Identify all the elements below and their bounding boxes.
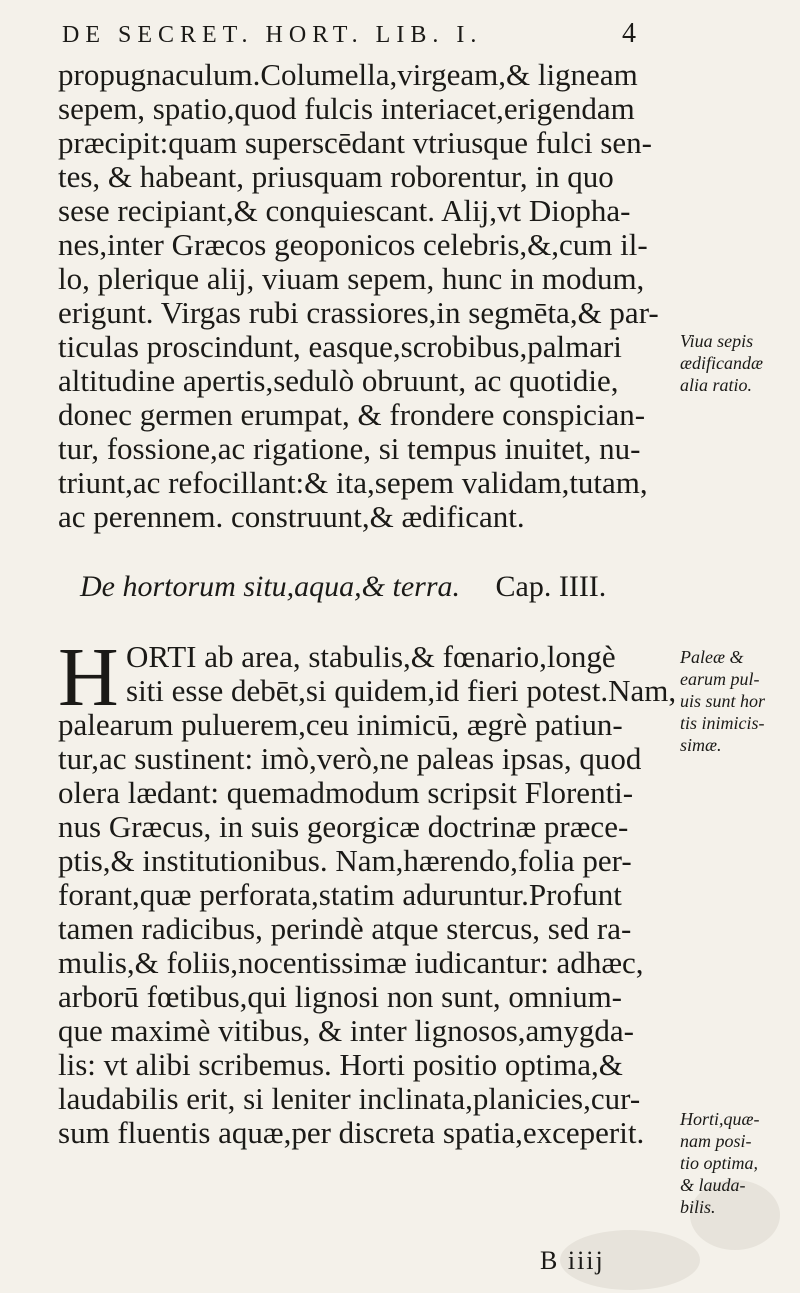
chapter-title: De hortorum situ,aqua,& terra. — [80, 570, 461, 603]
margin-note-line: ædificandæ — [680, 353, 764, 373]
text-line: tur, fossione,ac rigatione, si tempus inuitet, nu- — [58, 431, 641, 466]
running-title: DE SECRET. HORT. LIB. I. — [62, 22, 483, 48]
text-line: mulis,& foliis,nocentissimæ iudicantur: adhæc, — [58, 945, 644, 980]
margin-note-line: tis inimicis- — [680, 713, 765, 733]
text-line: sepem, spatio,quod fulcis interiacet,erigendam — [58, 91, 635, 126]
text-line: nus Græcus, in suis georgicæ doctrinæ præce- — [58, 809, 629, 844]
chapter-number: Cap. IIII. — [495, 570, 607, 603]
margin-note-line: & lauda- — [680, 1175, 746, 1195]
text-line: ac perennem. construunt,& ædificant. — [58, 499, 525, 534]
text-line: lis: vt alibi scribemus. Horti positio optima,& — [58, 1047, 623, 1082]
text-line: altitudine apertis,sedulò obruunt, ac quotidie, — [58, 363, 619, 398]
chapter-heading — [80, 570, 720, 604]
text-line: propugnaculum.Columella,virgeam,& ligneam — [58, 57, 638, 92]
text-line: lo, plerique alij, viuam sepem, hunc in modum, — [58, 261, 645, 296]
text-line: præcipit:quam superscēdant vtriusque fulci sen- — [58, 125, 653, 160]
text-line: forant,quæ perforata,statim aduruntur.Profunt — [58, 877, 622, 912]
signature-mark: B iiij — [540, 1246, 605, 1275]
text-line: erigunt. Virgas rubi crassiores,in segmēta,& par- — [58, 295, 659, 330]
margin-note-line: Paleæ & — [680, 647, 744, 667]
margin-note — [680, 646, 800, 756]
margin-note-line: uis sunt hor — [680, 691, 766, 711]
text-line: nes,inter Græcos geoponicos celebris,&,cum il- — [58, 227, 648, 262]
text-line: ticulas proscindunt, easque,scrobibus,palmari — [58, 329, 622, 364]
margin-note-line: alia ratio. — [680, 375, 753, 395]
margin-note — [680, 330, 800, 396]
text-block-top — [58, 58, 670, 534]
text-line: tes, & habeant, priusquam roborentur, in quo — [58, 159, 614, 194]
drop-cap: H — [58, 631, 119, 724]
page-number: 4 — [622, 18, 636, 49]
text-line: triunt,ac refocillant:& ita,sepem validam,tutam, — [58, 465, 648, 500]
text-block-bottom — [58, 708, 670, 1150]
margin-note-line: nam posi- — [680, 1131, 752, 1151]
text-line: palearum puluerem,ceu inimicū, ægrè patiun- — [58, 707, 623, 742]
running-header — [62, 18, 662, 58]
text-line: donec germen erumpat, & frondere conspician- — [58, 397, 646, 432]
margin-note-line: Viua sepis — [680, 331, 754, 351]
text-line: ORTI ab area, stabulis,& fœnario,longè — [126, 639, 616, 674]
text-line: sese recipiant,& conquiescant. Alij,vt Diopha- — [58, 193, 631, 228]
text-line: sum fluentis aquæ,per discreta spatia,exceperit. — [58, 1115, 645, 1150]
margin-note — [680, 1108, 800, 1218]
margin-note-line: bilis. — [680, 1197, 716, 1217]
text-line: arborū fœtibus,qui lignosi non sunt, omnium- — [58, 979, 623, 1014]
text-block-opening — [126, 640, 676, 708]
margin-note-line: simæ. — [680, 735, 722, 755]
text-line: ptis,& institutionibus. Nam,hærendo,folia per- — [58, 843, 632, 878]
margin-note-line: Horti,quæ- — [680, 1109, 760, 1129]
text-line: tur,ac sustinent: imò,verò,ne paleas ipsas, quod — [58, 741, 642, 776]
text-line: que maximè vitibus, & inter lignosos,amygda- — [58, 1013, 634, 1048]
margin-note-line: tio optima, — [680, 1153, 759, 1173]
text-line: laudabilis erit, si leniter inclinata,planicies,cur- — [58, 1081, 641, 1116]
margin-note-line: earum pul- — [680, 669, 760, 689]
text-line: tamen radicibus, perindè atque stercus, sed ra- — [58, 911, 632, 946]
text-line: siti esse debēt,si quidem,id fieri potest.Nam, — [126, 673, 677, 708]
text-line: olera lædant: quemadmodum scripsit Florenti- — [58, 775, 634, 810]
